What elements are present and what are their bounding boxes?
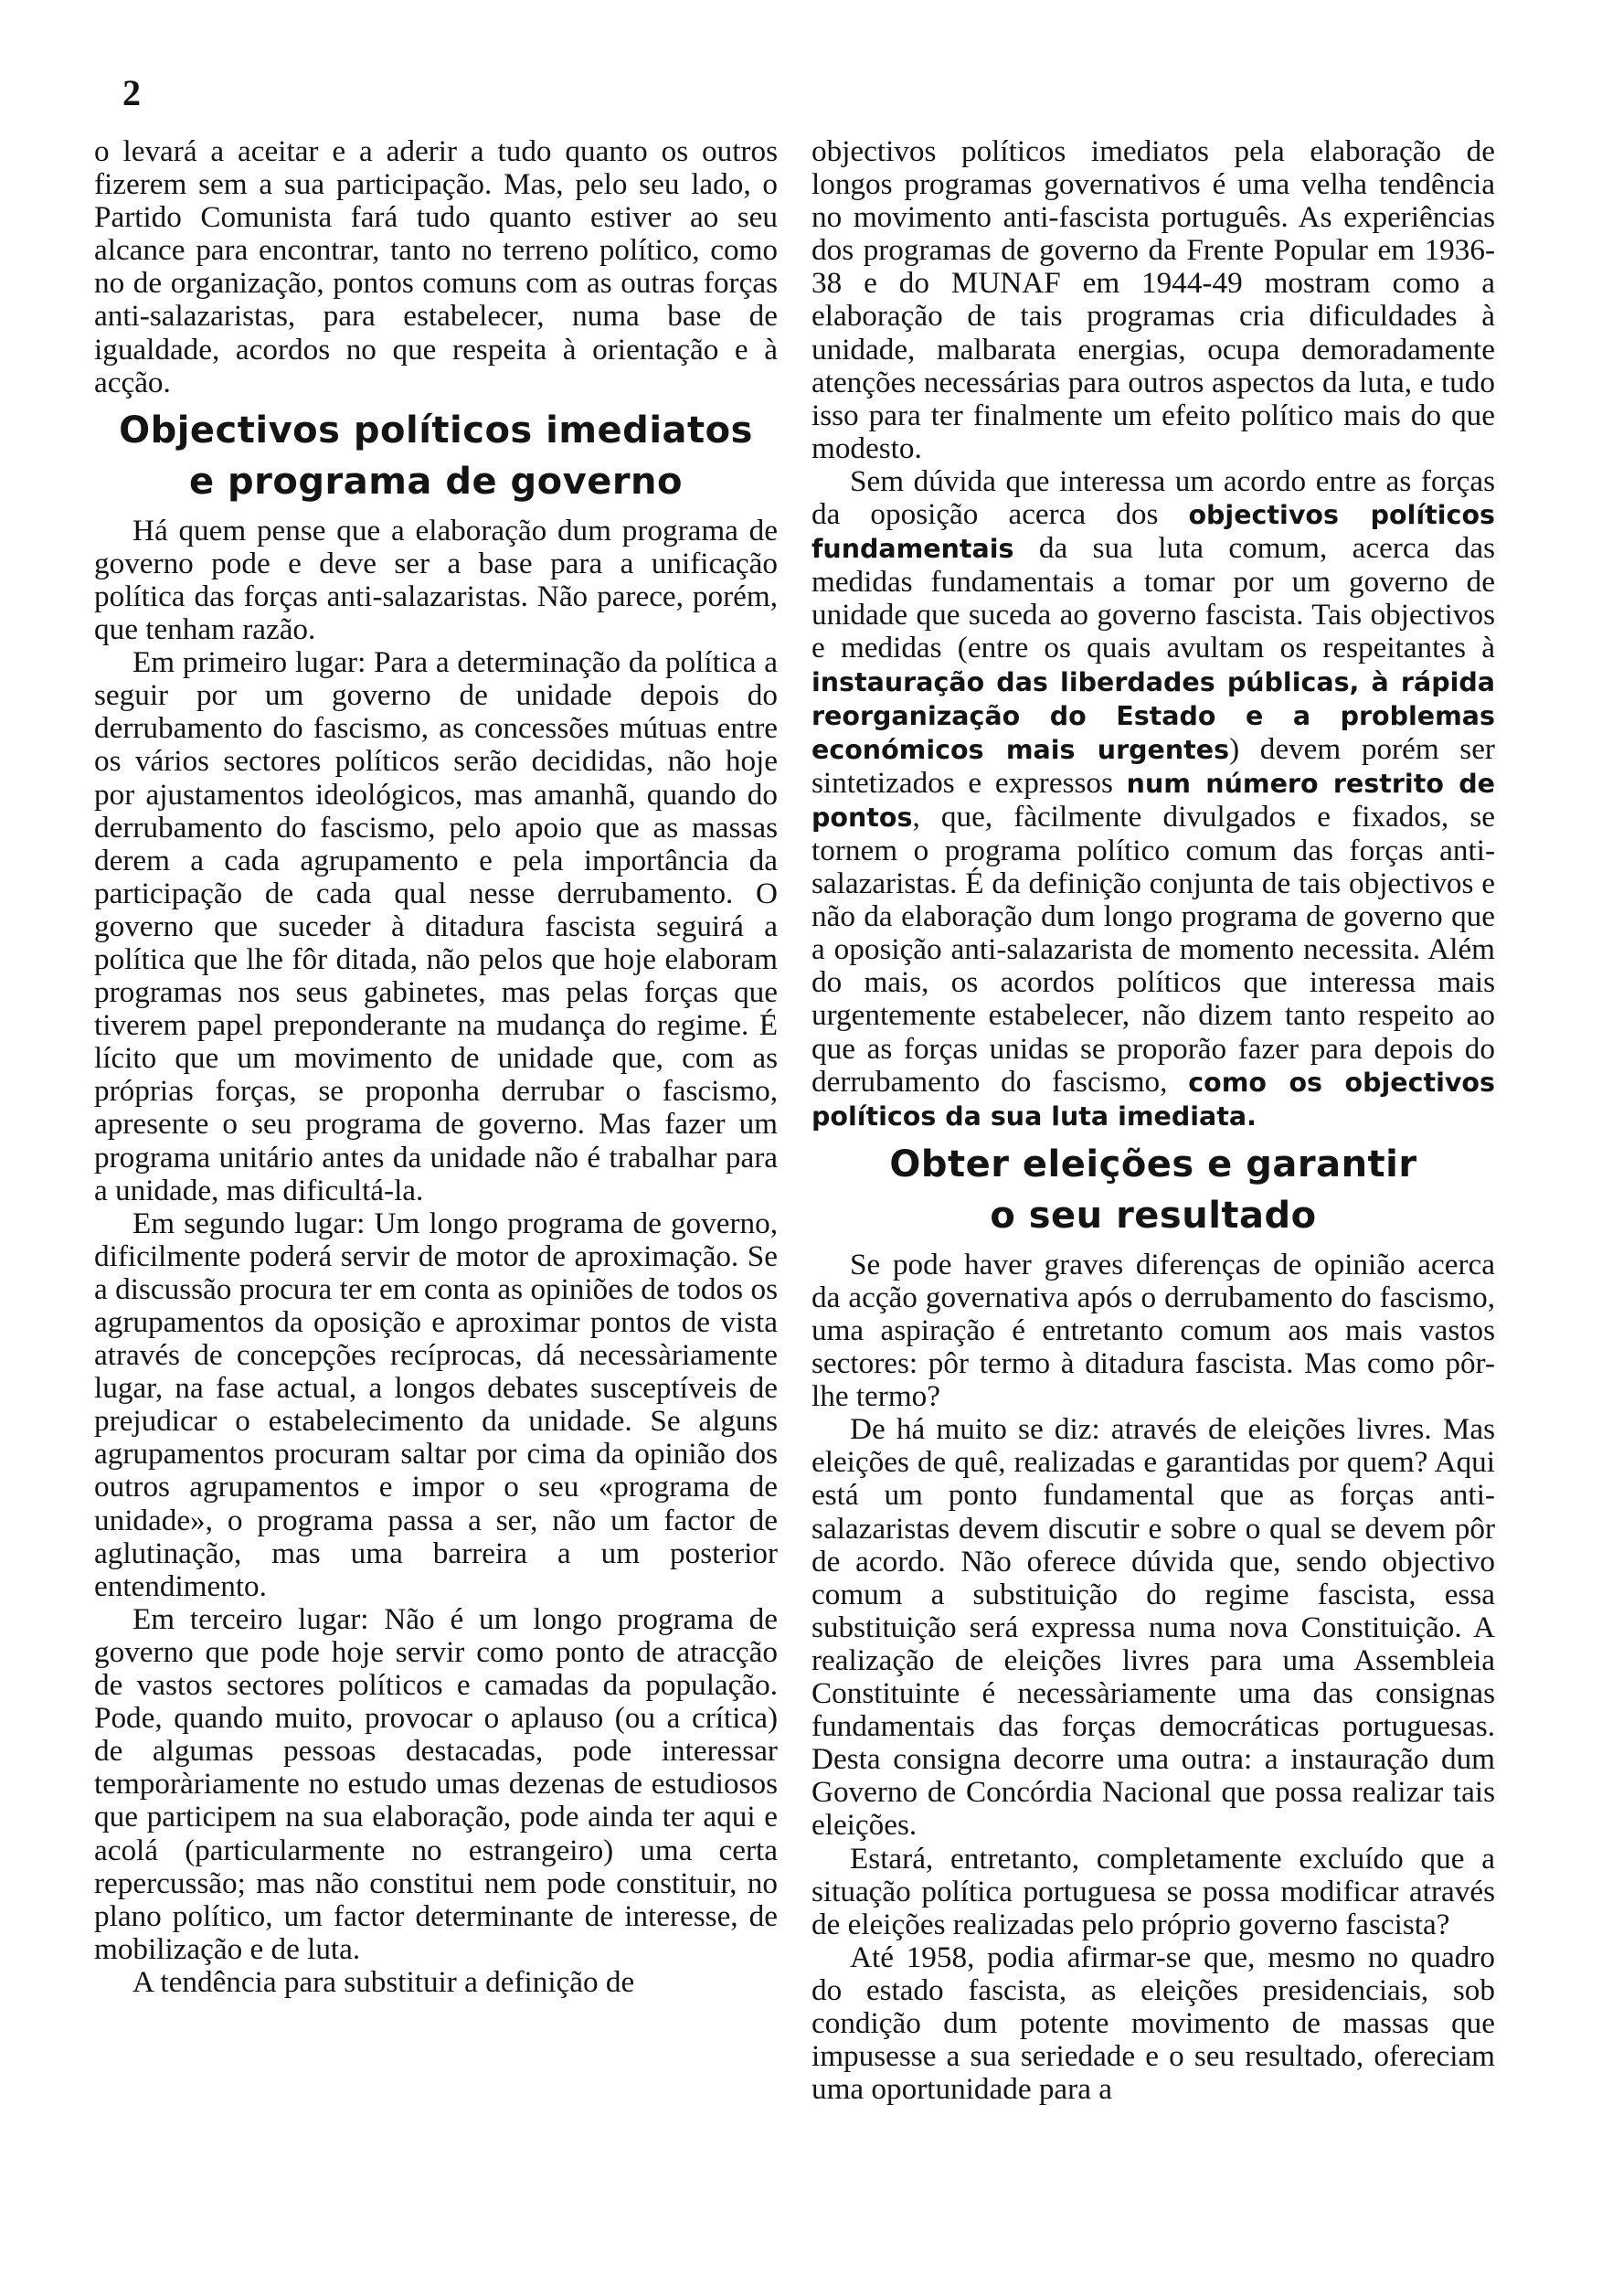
paragraph: Em primeiro lugar: Para a determinação da política a seguir por um governo de unidade depois do derrubamento do fascismo, as concessões mútuas entre os vários sectores políticos serão decididas, não hoje por ajustamentos ideológicos, mas amanhã, quando do derrubamento do fascismo, pelo apoio que as massas derem a cada agrupamento e pela importância da participação de cada qual nesse derrubamento. O governo que suceder à ditadura fascista seguirá a política que lhe fôr ditada, não pelos que hoje elaboram programas nos seus gabinetes, mas pelas forças que tiverem papel preponderante na mudança do regime. É lícito que um movimento de unidade que, com as próprias forças, se proponha derrubar o fascismo, apresente o seu programa de governo. Mas fazer um programa unitário antes da unidade não é trabalhar para a unidade, mas dificultá-la. — [94, 645, 778, 1207]
paragraph: Se pode haver graves diferenças de opinião acerca da acção governativa após o derrubamento do fascismo, uma aspiração é entretanto comum aos mais vastos sectores: pôr termo à ditadura fascista. Mas como pôr-lhe termo? — [812, 1247, 1495, 1414]
emphasis-text: como os objectivos políticos da sua luta imediata. — [812, 1067, 1495, 1132]
section-heading — [94, 405, 778, 507]
section-heading-line: Objectivos políticos imediatos — [119, 409, 753, 452]
paragraph: Em segundo lugar: Um longo programa de governo, dificilmente poderá servir de motor de aproximação. Se a discussão procura ter em conta as opiniões de todos os agrupamentos da oposição e aproximar pontos de vista através de concepções recíprocas, dá necessàriamente lugar, na fase actual, a longos debates susceptíveis de prejudicar o estabelecimento da unidade. Se alguns agrupamentos procuram saltar por cima da opinião dos outros agrupamentos e impor o seu «programa de unidade», o programa passa a ser, não um factor de aglutinação, mas uma barreira a um posterior entendimento. — [94, 1206, 778, 1603]
paragraph: A tendência para substituir a definição de — [133, 1964, 635, 1999]
paragraph: Até 1958, podia afirmar-se que, mesmo no quadro do estado fascista, as eleições presidenciais, sob condição dum potente movimento de massas que impusesse a sua seriedade e o seu resultado, ofereciam uma oportunidade para a — [812, 1940, 1495, 2107]
text-run: ) devem porém ser sintetizados e expressos — [812, 731, 1495, 800]
paragraph — [812, 465, 1495, 1133]
paragraph: o levará a aceitar e a aderir a tudo quanto os outros fizerem sem a sua participação. Mas, pelo seu lado, o Partido Comunista fará tudo quanto estiver ao seu alcance para encontrar, tanto no terreno político, como no de organização, pontos comuns com as outras forças anti-salazaristas, para estabelecer, numa base de igualdade, acordos no que respeita à orientação e à acção. — [94, 134, 778, 399]
text-run: Sem dúvida que interessa um acordo entre as forças da oposição acerca dos — [812, 463, 1495, 532]
paragraph: objectivos políticos imediatos pela elaboração de longos programas governativos é uma velha tendência no movimento anti-fascista português. As experiências dos programas de governo da Frente Popular em 1936-38 e do MUNAF em 1944-49 mostram como a elaboração de tais programas cria dificuldades à unidade, malbarata energias, ocupa demoradamente atenções necessárias para outros aspectos da luta, e tudo isso para ter finalmente um efeito político mais do que modesto. — [812, 134, 1495, 465]
left-column — [94, 135, 778, 1999]
section-heading-line: e programa de governo — [188, 460, 684, 503]
paragraph: Em terceiro lugar: Não é um longo programa de governo que pode hoje servir como ponto de atracção de vastos sectores políticos e camadas da população. Pode, quando muito, provocar o aplauso (ou a crítica) de algumas pessoas destacadas, pode interessar temporàriamente no estudo umas dezenas de estudiosos que participem na sua elaboração, pode ainda ter aqui e acolá (particularmente no estrangeiro) uma certa repercussão; mas não constitui nem pode constituir, no plano político, um factor determinante de interesse, de mobilização e de luta. — [94, 1601, 778, 1966]
section-heading-line: Obter eleições e garantir — [889, 1143, 1417, 1185]
emphasis-text: objectivos políticos fundamentais — [812, 500, 1495, 565]
right-column — [812, 135, 1495, 2106]
section-heading-line: o seu resultado — [990, 1194, 1317, 1237]
paragraph: De há muito se diz: através de eleições livres. Mas eleições de quê, realizadas e garantidas por quem? Aqui está um ponto fundamental que as forças anti-salazaristas devem discutir e sobre o qual se devem pôr de acordo. Não oferece dúvida que, sendo objectivo comum a substituição do regime fascista, essa substituição será expressa numa nova Constituição. A realização de eleições livres para uma Assembleia Constituinte é necessàriamente uma das consignas fundamentais das forças democráticas portuguesas. Desta consigna decorre uma outra: a instauração dum Governo de Concórdia Nacional que possa realizar tais eleições. — [812, 1412, 1495, 1843]
emphasis-text: instauração das liberdades públicas, à rápida reorganização do Estado e a problemas económicos mais urgentes — [812, 666, 1495, 765]
paragraph: Estará, entretanto, completamente excluído que a situação política portuguesa se possa modificar através de eleições realizadas pelo próprio governo fascista? — [812, 1841, 1495, 1941]
paragraph: Há quem pense que a elaboração dum programa de governo pode e deve ser a base para a unificação política das forças anti-salazaristas. Não parece, porém, que tenham razão. — [94, 513, 778, 647]
text-run: da sua luta comum, acerca das medidas fundamentais a tomar por um governo de unidade que suceda ao governo fascista. Tais objectivos e medidas (entre os quais avultam os respeitantes à — [812, 531, 1495, 665]
text-run: , que, fàcilmente divulgados e fixados, se tornem o programa político comum das forças anti-salazaristas. É da definição conjunta de tais objectivos e não da elaboração dum longo programa de governo que a oposição anti-salazarista de momento necessita. Além do mais, os acordos políticos que interessa mais urgentemente estabelecer, não dizem tanto respeito ao que as forças unidas se proporão fazer para depois do derrubamento do fascismo, — [812, 799, 1495, 1099]
section-heading — [812, 1139, 1495, 1241]
page-number: 2 — [122, 72, 141, 113]
emphasis-text: num número restrito de pontos — [812, 768, 1495, 833]
